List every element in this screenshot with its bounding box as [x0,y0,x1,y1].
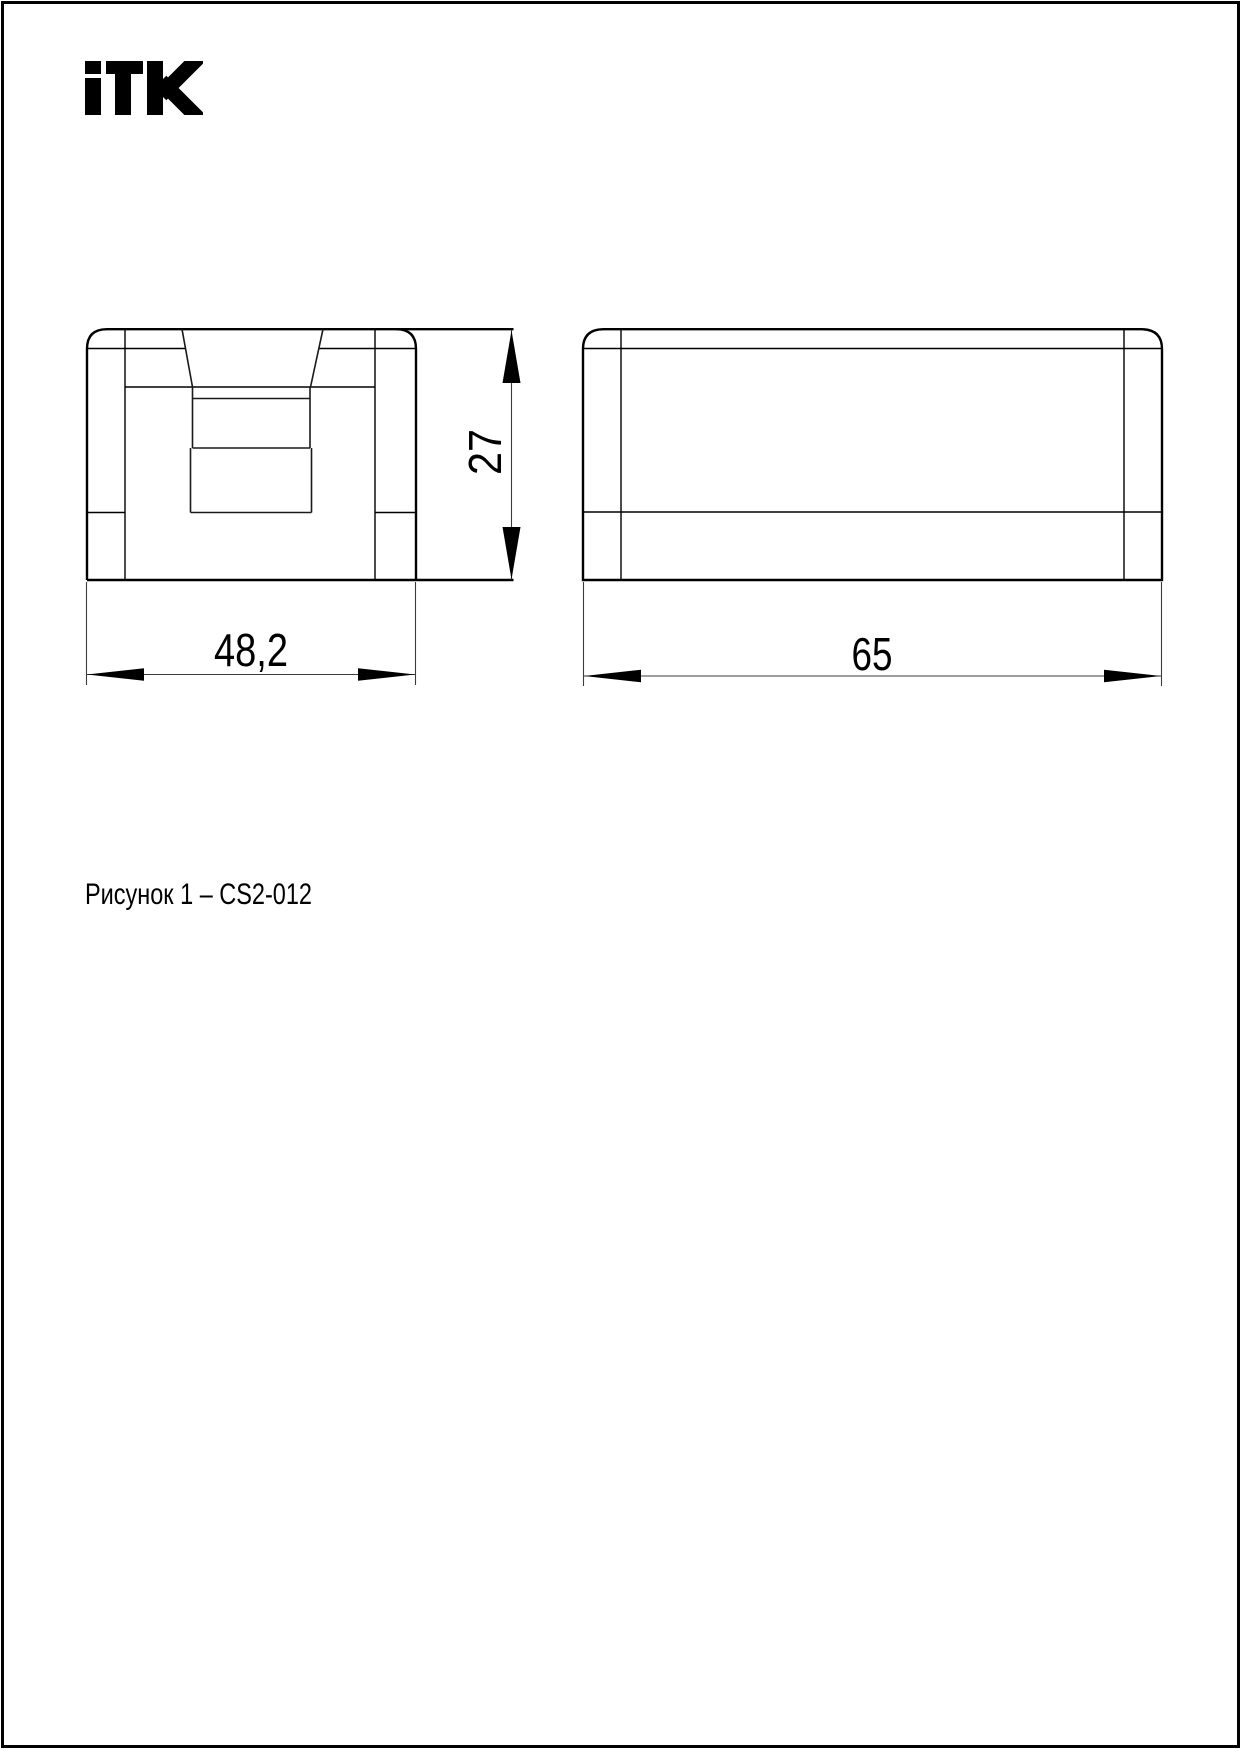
arrow-up-icon [503,331,521,384]
dim-value-height: 27 [459,423,511,475]
front-view-pocket-upper [193,387,311,448]
arrow-down-icon [503,527,521,580]
logo-i-dot [85,61,101,74]
dimension-height [459,330,521,580]
front-view-funnel-slants [182,329,323,387]
logo-i-stem [85,78,101,115]
front-view-pocket-lower [191,448,312,513]
figure-caption: Рисунок 1 – CS2-012 [85,878,312,911]
front-view-corner-right [396,329,416,349]
arrow-right-icon [1104,670,1161,683]
front-view [87,329,514,580]
dimension-front-width [87,582,416,685]
dim-value-side-length: 65 [851,628,893,680]
logo-k-arms [161,55,201,121]
itk-logo [85,55,201,121]
side-view-outline [583,329,1162,580]
front-view-corner-left [87,329,107,349]
dim-value-front-width: 48,2 [214,624,288,676]
arrow-right-icon [358,668,415,681]
logo-t-stem [115,61,131,115]
arrow-left-icon [584,670,641,683]
dimension-side-length [584,582,1162,686]
side-view [583,329,1162,580]
arrow-left-icon [87,668,144,681]
